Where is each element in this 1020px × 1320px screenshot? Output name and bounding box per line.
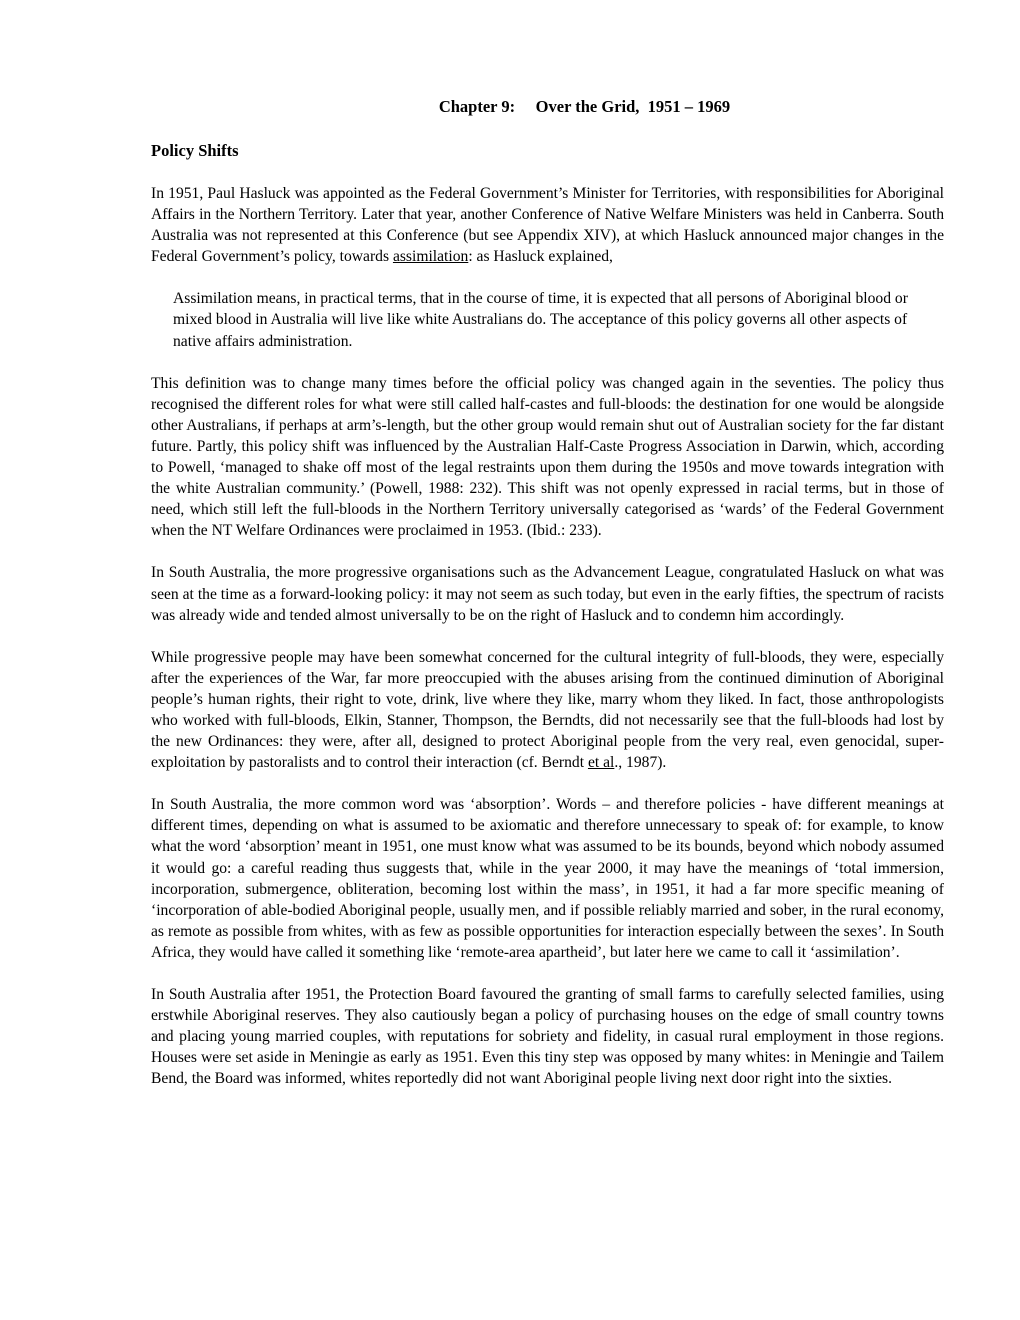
paragraph-6: In South Australia after 1951, the Protection Board favoured the granting of small farms to carefully selected families, using erstwhile Aboriginal reserves. They also cautiously began a policy of purchasing houses on the edge of small country towns and placing young married couples, with reputations for sobriety and fidelity, in casual rural employment in those regions. Houses were set aside in Meningie as early as 1951. Even this tiny step was opposed by many whites: in Meningie and Tailem Bend, the Board was informed, whites reportedly did not want Aboriginal people living next door right into the sixties. [151,986,944,1088]
paragraph-4-text: While progressive people may have been somewhat concerned for the cultural integrity of full-bloods, they were, especially after the experiences of the War, far more preoccupied with the abuses arising from the continued diminution of Aboriginal people’s human rights, their right to vote, drink, live where they like, marry whom they liked. In fact, those anthropologists who worked with full-bloods, Elkin, Stanner, Thompson, the Berndts, did not necessarily see that the full-bloods had lost by the new Ordinances: they were, after all, designed to protect Aboriginal people from the very real, even genocidal, super-exploitation by pastoralists and to control their interaction (cf. Berndt [151,648,944,772]
hasluck-quote: Assimilation means, in practical terms, that in the course of time, it is expected that all persons of Aboriginal blood or mixed blood in Australia will live like white Australians do. The acceptance of this policy governs all other aspects of native affairs administration. [173,290,908,350]
paragraph-4 [151,647,944,774]
et-al-term: et al [587,754,615,772]
document-page [151,96,944,1110]
paragraph-2: This definition was to change many times before the official policy was changed again in the seventies. The policy thus recognised the different roles for what were still called half-castes and full-bloods: the destination for one would be alongside other Australians, if perhaps at arm’s-length, but the other group would remain shut out of Australian society for the far distant future. Partly, this policy shift was influenced by the Australian Half-Caste Progress Association in Darwin, which, according to Powell, ‘managed to shake off most of the legal restraints upon them during the 1950s and move towards integration with the white Australian community.’ (Powell, 1988: 232). This shift was not openly expressed in racial terms, but in those of need, which still left the full-bloods in the Northern Territory universally categorised as ‘wards’ of the Federal Government when the NT Welfare Ordinances were proclaimed in 1953. (Ibid.: 233). [151,374,944,540]
assimilation-term: assimilation [392,248,469,266]
paragraph-1-end: : as Hasluck explained, [468,248,613,266]
paragraph-5: In South Australia, the more common word was ‘absorption’. Words – and therefore policies - have different meanings at different times, depending on what is assumed to be axiomatic and therefore unnecessary to speak of: for example, to know what the word ‘absorption’ meant in 1951, one must know what was assumed to be its bounds, beyond which nobody assumed it would go: a careful reading thus suggests that, while in the year 2000, it may have the meanings of ‘total immersion, incorporation, submergence, obliteration, becoming lost within the mass’, in 1951, it had a far more specific meaning of ‘incorporation of able-bodied Aboriginal people, usually men, and if possible reliably married and sober, in the rural economy, as remote as possible from whites, with as few as possible opportunities for interaction especially between the sexes’. In South Africa, they would have called it something like ‘remote-area apartheid’, but later here we came to call it ‘assimilation’. [151,796,944,961]
paragraph-4-end: ., 1987). [614,754,667,772]
paragraph-1 [151,183,944,267]
paragraph-1-text: In 1951, Paul Hasluck was appointed as the Federal Government’s Minister for Territories, with responsibilities for Aboriginal Affairs in the Northern Territory. Later that year, another Conference of Native Welfare Ministers was held in Canberra. South Australia was not represented at this Conference (but see Appendix XIV), at which Hasluck announced major changes in the Federal Government’s policy, towards [151,185,944,266]
paragraph-3: In South Australia, the more progressive organisations such as the Advancement League, congratulated Hasluck on what was seen at the time as a forward-looking policy: it may not seem as such today, but even in the early fifties, the spectrum of racists was already wide and tended almost universally to be on the right of Hasluck and to condemn him accordingly. [151,564,944,624]
chapter-title: Chapter 9: Over the Grid, 1951 – 1969 [438,97,731,116]
section-heading: Policy Shifts [151,141,239,160]
